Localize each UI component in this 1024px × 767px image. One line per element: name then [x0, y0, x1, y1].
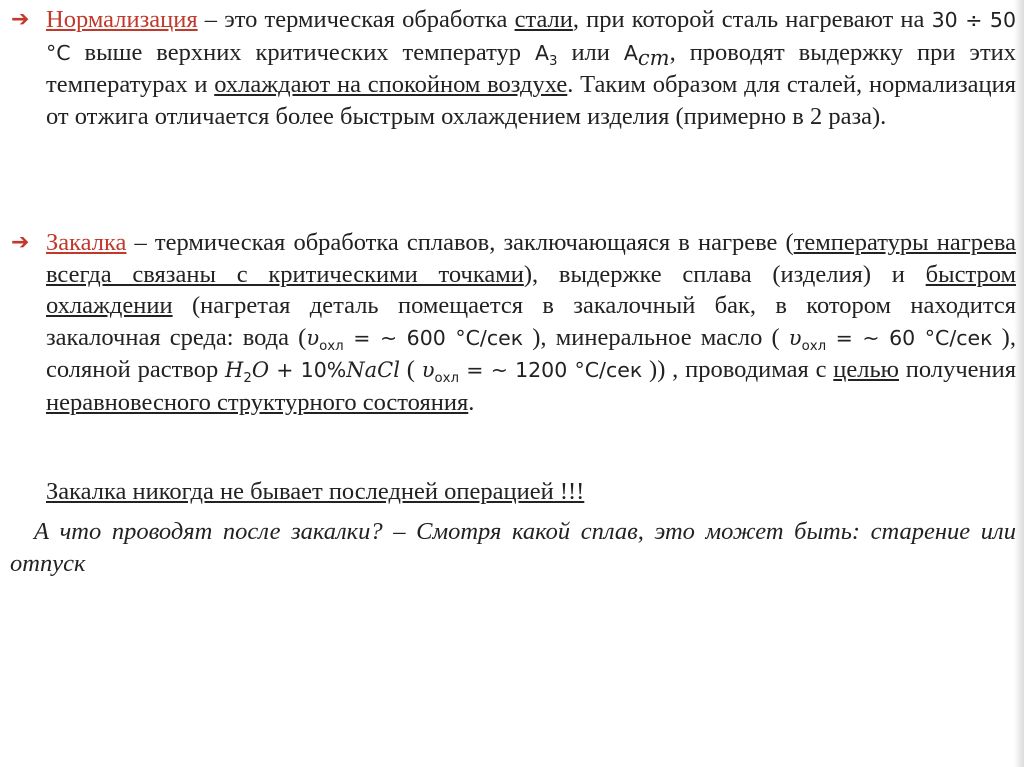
a3-sub: 3 — [548, 53, 558, 69]
term-hardening: Закалка — [46, 229, 127, 256]
normalization-text-4: или — [557, 38, 624, 66]
hardening-note — [46, 476, 584, 508]
arrow-icon: ➔ — [11, 7, 30, 32]
normalization-paragraph — [11, 4, 1017, 132]
hardening-text-7: )) , проводимая с — [642, 356, 834, 383]
hardening-text-3: (нагретая деталь помещается в закалочный бак, в котором находится закалочная среда: вода ( — [46, 292, 1016, 351]
underlined-goal: целью — [833, 356, 899, 383]
salt-cooling-rate — [421, 358, 643, 387]
oil-cooling-rate — [788, 325, 993, 354]
normalization-text-2: , при которой сталь нагревают на — [572, 6, 932, 33]
o-symbol: O — [251, 358, 270, 382]
critical-temp-acm — [623, 40, 670, 70]
salt-rate-value: = ~ 1200 °C/сек — [459, 358, 643, 382]
temperature-range: 30 ÷ 50 °C — [46, 8, 1016, 65]
velocity-symbol: υ — [306, 325, 320, 350]
plus-percent: + 10% — [269, 358, 347, 382]
velocity-sub: охл — [801, 338, 827, 354]
normalization-text-5: , проводят выдержку при этих температурах и — [46, 38, 1017, 98]
hardening-paragraph — [11, 227, 1017, 418]
h-symbol: H — [225, 358, 244, 382]
velocity-sub: охл — [319, 338, 344, 354]
term-normalization: Нормализация — [46, 6, 198, 33]
h-sub: 2 — [243, 371, 252, 387]
salt-solution-formula — [225, 358, 400, 387]
acm-sub: cm — [637, 45, 670, 70]
normalization-text-6: . Таким образом для сталей, нормализация от отжига отличается более быстрым охлаждением изделия (примерно в 2 раза). — [46, 71, 1016, 130]
oil-rate-value: = ~ 60 °C/сек — [826, 325, 993, 350]
critical-temp-a3 — [534, 40, 558, 69]
note-text: Закалка никогда не бывает последней операцией !!! — [46, 478, 585, 505]
underlined-fast-cooling: быстром охлаждении — [46, 260, 1016, 319]
water-rate-value: = ~ 600 °C/сек — [343, 325, 524, 350]
hardening-text-6: ( — [399, 356, 422, 383]
hardening-text-5: ), соляной раствор — [46, 323, 1016, 383]
acm-base: A — [623, 40, 638, 65]
nacl-symbol: NaCl — [346, 358, 400, 382]
hardening-text-9: . — [468, 388, 475, 416]
velocity-symbol: υ — [421, 358, 435, 382]
water-cooling-rate — [306, 325, 524, 354]
underlined-critical-points: температуры нагрева всегда связаны с критическими точками — [46, 229, 1017, 288]
hardening-text-4: ), минеральное масло ( — [523, 323, 789, 351]
hardening-text-1: – термическая обработка сплавов, заключающаяся в нагреве ( — [126, 229, 794, 256]
hardening-text-2: ), выдержке сплава (изделия) и — [523, 260, 926, 288]
velocity-sub: охл — [434, 371, 460, 387]
question-paragraph: А что проводят после закалки? – Смотря какой сплав, это может быть: старение или отпуск — [10, 518, 1016, 577]
underlined-air-cooling: охлаждают на спокойном воздухе — [214, 71, 568, 98]
arrow-icon: ➔ — [11, 230, 30, 255]
a3-base: A — [534, 40, 549, 65]
normalization-text-1: – это термическая обработка — [197, 6, 515, 33]
velocity-symbol: υ — [788, 325, 802, 350]
underlined-nonequilibrium-state: неравновесного структурного состояния — [46, 388, 469, 416]
normalization-text-3: выше верхних критических температур — [70, 38, 535, 66]
underlined-steel: стали — [514, 6, 573, 33]
hardening-text-8: получения — [898, 356, 1017, 383]
